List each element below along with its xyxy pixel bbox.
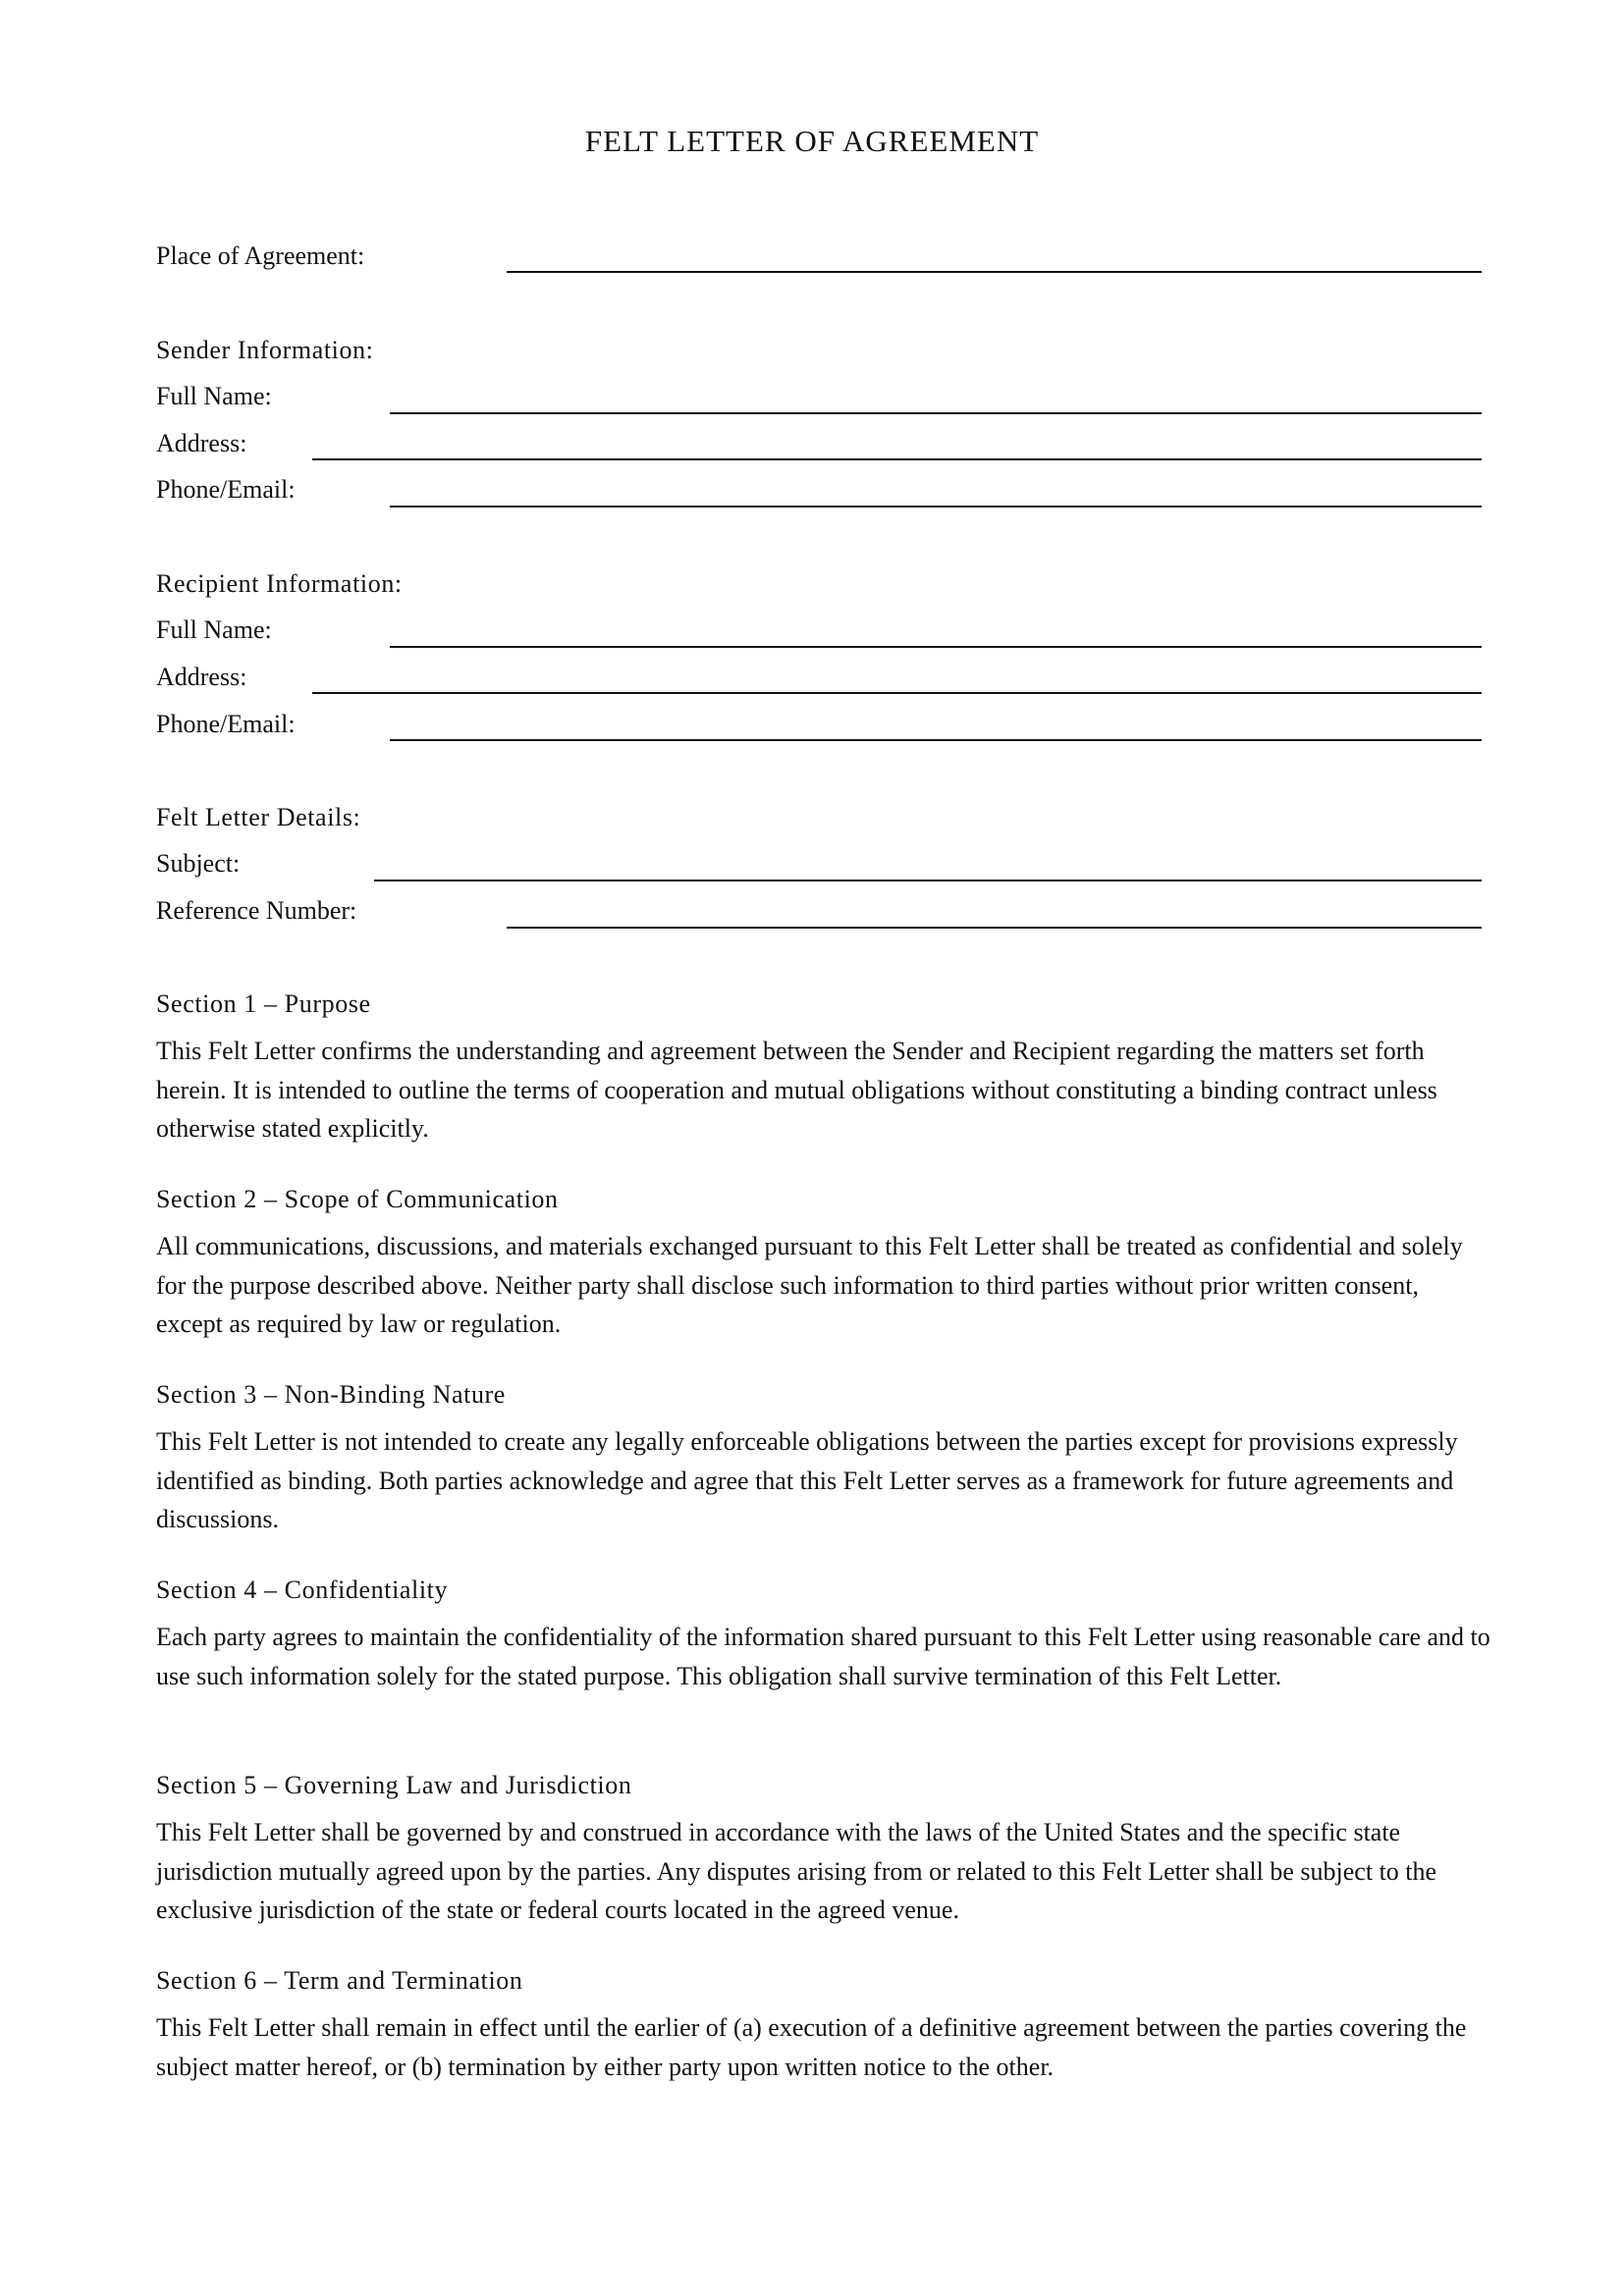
sender-contact-label: Phone/Email: [156,475,296,504]
sender-contact-field[interactable] [390,506,1482,507]
section-3-heading: Section 3 – Non-Binding Nature [156,1380,506,1409]
section-4-heading: Section 4 – Confidentiality [156,1575,449,1604]
sender-full-name-field[interactable] [390,412,1482,414]
section-3-body: This Felt Letter is not intended to create any legally enforceable obligations between the parties except for provisions expressly identified as binding. Both parties acknowledge and agree that this Felt Letter serves as a framework for future agreements and discussions. [156,1427,1458,1533]
document-title: FELT LETTER OF AGREEMENT [584,124,1040,158]
place-of-agreement-label: Place of Agreement: [156,241,365,270]
section-1-body: This Felt Letter confirms the understanding and agreement between the Sender and Recipient regarding the matters set forth herein. It is intended to outline the terms of cooperation and mutual obligations without constituting a binding contract unless otherwise stated explicitly. [156,1037,1437,1143]
sender-address-field[interactable] [312,458,1482,460]
section-2-heading: Section 2 – Scope of Communication [156,1185,559,1213]
place-of-agreement-field[interactable] [507,271,1482,273]
section-5-body: This Felt Letter shall be governed by and construed in accordance with the laws of the United States and the specific state jurisdiction mutually agreed upon by the parties. Any disputes arising from or related to this Felt Letter shall be subject to the exclusive jurisdiction of the state or federal courts located in the agreed venue. [156,1818,1437,1924]
reference-number-field[interactable] [507,927,1482,929]
recipient-full-name-label: Full Name: [156,615,272,644]
sender-information-heading: Sender Information: [156,336,374,364]
sender-full-name-label: Full Name: [156,382,272,410]
reference-number-label: Reference Number: [156,896,357,925]
section-6-body: This Felt Letter shall remain in effect until the earlier of (a) execution of a definitive agreement between the parties covering the subject matter hereof, or (b) termination by either party upon written notice to the other. [156,2013,1467,2081]
section-5-heading: Section 5 – Governing Law and Jurisdiction [156,1771,632,1799]
recipient-address-label: Address: [156,663,247,691]
felt-letter-details-heading: Felt Letter Details: [156,803,361,831]
recipient-information-heading: Recipient Information: [156,569,403,598]
section-2-body: All communications, discussions, and materials exchanged pursuant to this Felt Letter shall be treated as confidential and solely for the purpose described above. Neither party shall disclose such information to third parties without prior written consent, except as required by law or regulation. [156,1232,1463,1338]
section-4-body: Each party agrees to maintain the confidentiality of the information shared pursuant to this Felt Letter using reasonable care and to use such information solely for the stated purpose. This obligation shall survive termination of this Felt Letter. [156,1623,1490,1690]
subject-label: Subject: [156,849,241,878]
section-6-heading: Section 6 – Term and Termination [156,1966,523,1995]
subject-field[interactable] [374,880,1482,881]
recipient-contact-field[interactable] [390,739,1482,741]
sender-address-label: Address: [156,429,247,457]
recipient-full-name-field[interactable] [390,646,1482,648]
recipient-contact-label: Phone/Email: [156,710,296,738]
recipient-address-field[interactable] [312,692,1482,694]
section-1-heading: Section 1 – Purpose [156,989,371,1018]
